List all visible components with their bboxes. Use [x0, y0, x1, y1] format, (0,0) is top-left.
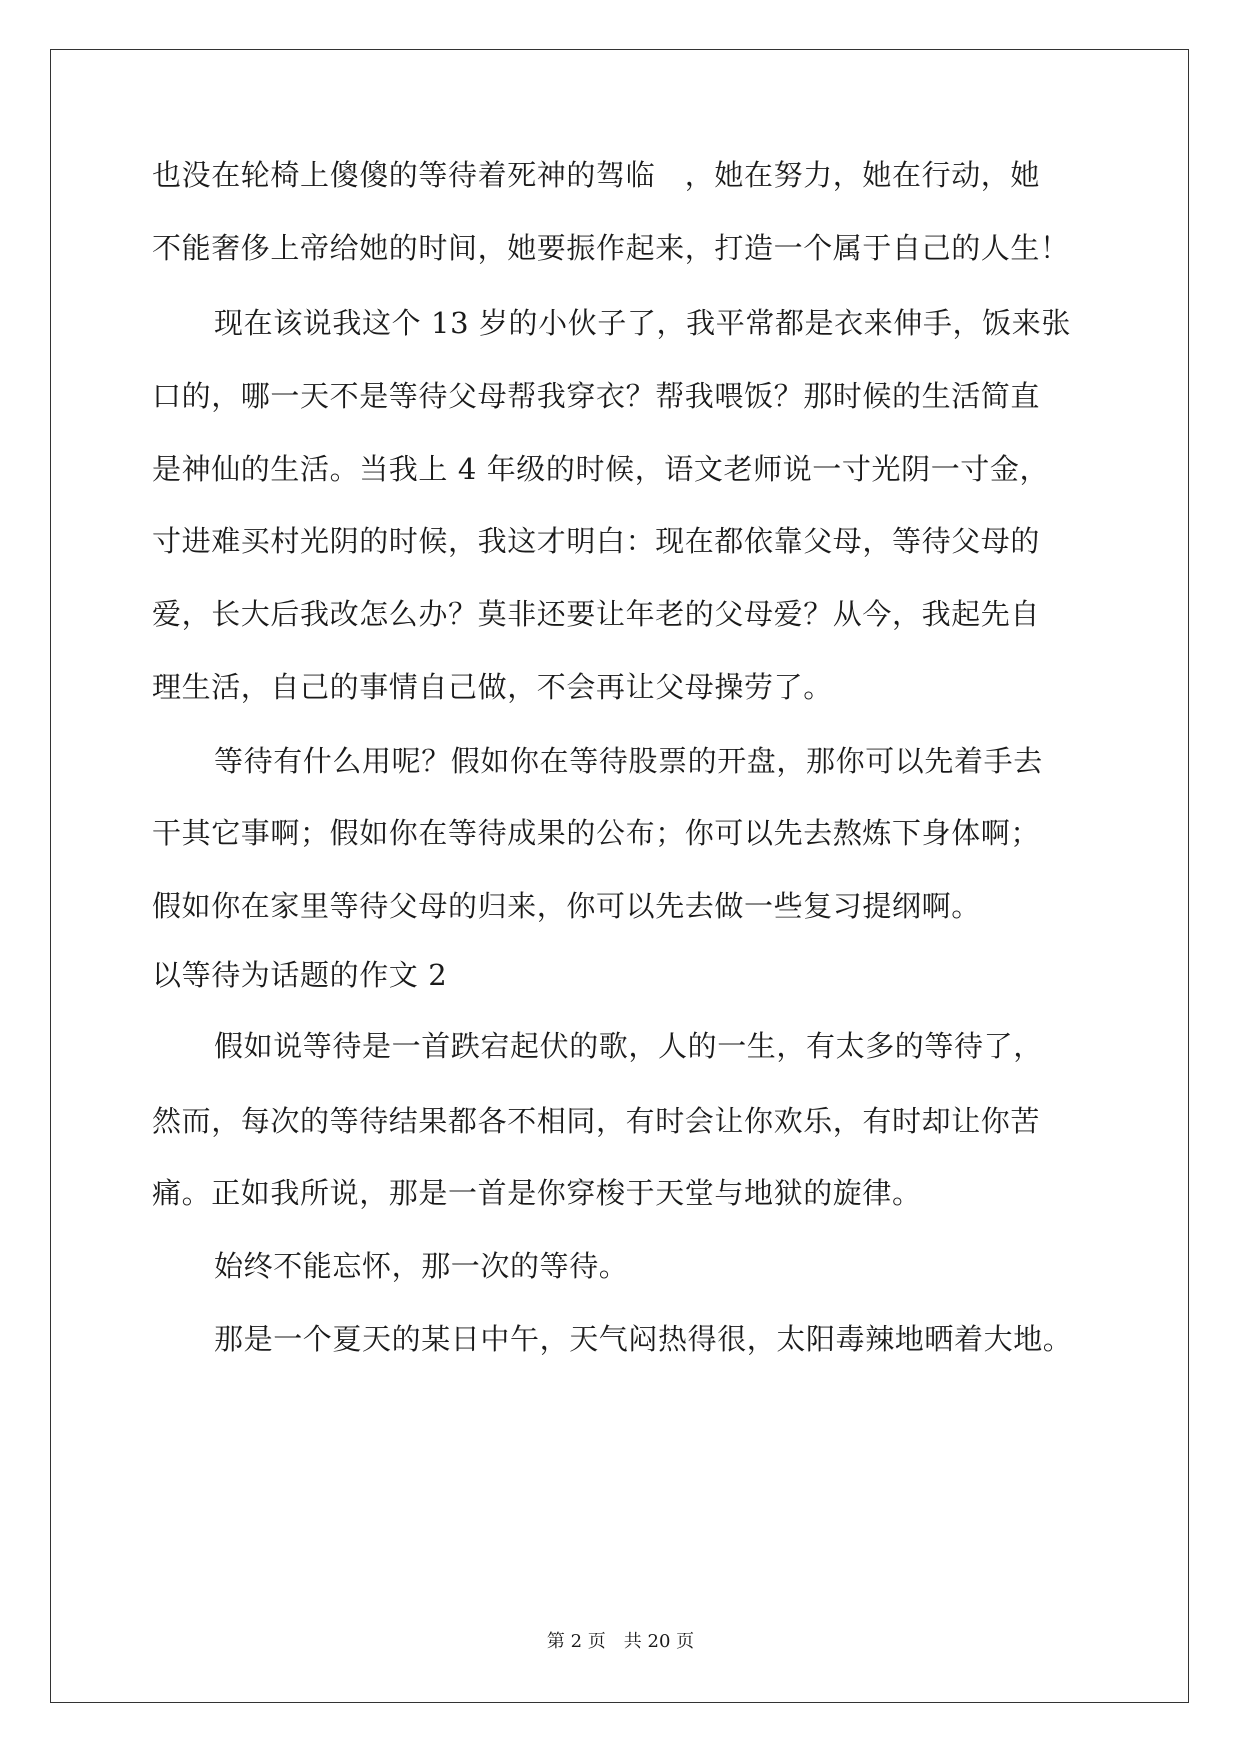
body-line-3: 现在该说我这个 13 岁的小伙子了，我平常都是衣来伸手，饭来张 — [214, 306, 1071, 340]
body-line-10: 干其它事啊；假如你在等待成果的公布；你可以先去熬炼下身体啊； — [152, 816, 1041, 850]
body-line-11: 假如你在家里等待父母的归来，你可以先去做一些复习提纲啊。 — [152, 889, 981, 923]
body-line-4: 口的，哪一天不是等待父母帮我穿衣？帮我喂饭？那时候的生活简直 — [152, 379, 1041, 413]
body-line-15: 痛。正如我所说，那是一首是你穿梭于天堂与地狱的旋律。 — [152, 1176, 922, 1210]
page-border — [50, 49, 1189, 1703]
body-line-16: 始终不能忘怀，那一次的等待。 — [214, 1249, 629, 1283]
body-line-1: 也没在轮椅上傻傻的等待着死神的驾临 ，她在努力，她在行动，她 — [152, 158, 1041, 192]
page-total: 共 20 页 — [623, 1631, 695, 1652]
page-footer — [0, 1627, 1241, 1653]
body-line-6: 寸进难买村光阴的时候，我这才明白：现在都依靠父母，等待父母的 — [152, 524, 1041, 558]
body-line-2: 不能奢侈上帝给她的时间，她要振作起来，打造一个属于自己的人生！ — [152, 231, 1070, 265]
body-line-17: 那是一个夏天的某日中午，天气闷热得很，太阳毒辣地晒着大地。 — [214, 1322, 1073, 1356]
body-line-13: 假如说等待是一首跌宕起伏的歌，人的一生，有太多的等待了， — [214, 1029, 1043, 1063]
page-number: 第 2 页 — [546, 1631, 606, 1652]
body-line-8: 理生活，自己的事情自己做，不会再让父母操劳了。 — [152, 670, 833, 704]
body-line-14: 然而，每次的等待结果都各不相同，有时会让你欢乐，有时却让你苦 — [152, 1104, 1041, 1138]
section-heading: 以等待为话题的作文 2 — [152, 958, 448, 992]
body-line-5: 是神仙的生活。当我上 4 年级的时候，语文老师说一寸光阴一寸金， — [152, 452, 1050, 486]
body-line-9: 等待有什么用呢？假如你在等待股票的开盘，那你可以先着手去 — [214, 744, 1043, 778]
body-line-7: 爱，长大后我改怎么办？莫非还要让年老的父母爱？从今，我起先自 — [152, 597, 1041, 631]
